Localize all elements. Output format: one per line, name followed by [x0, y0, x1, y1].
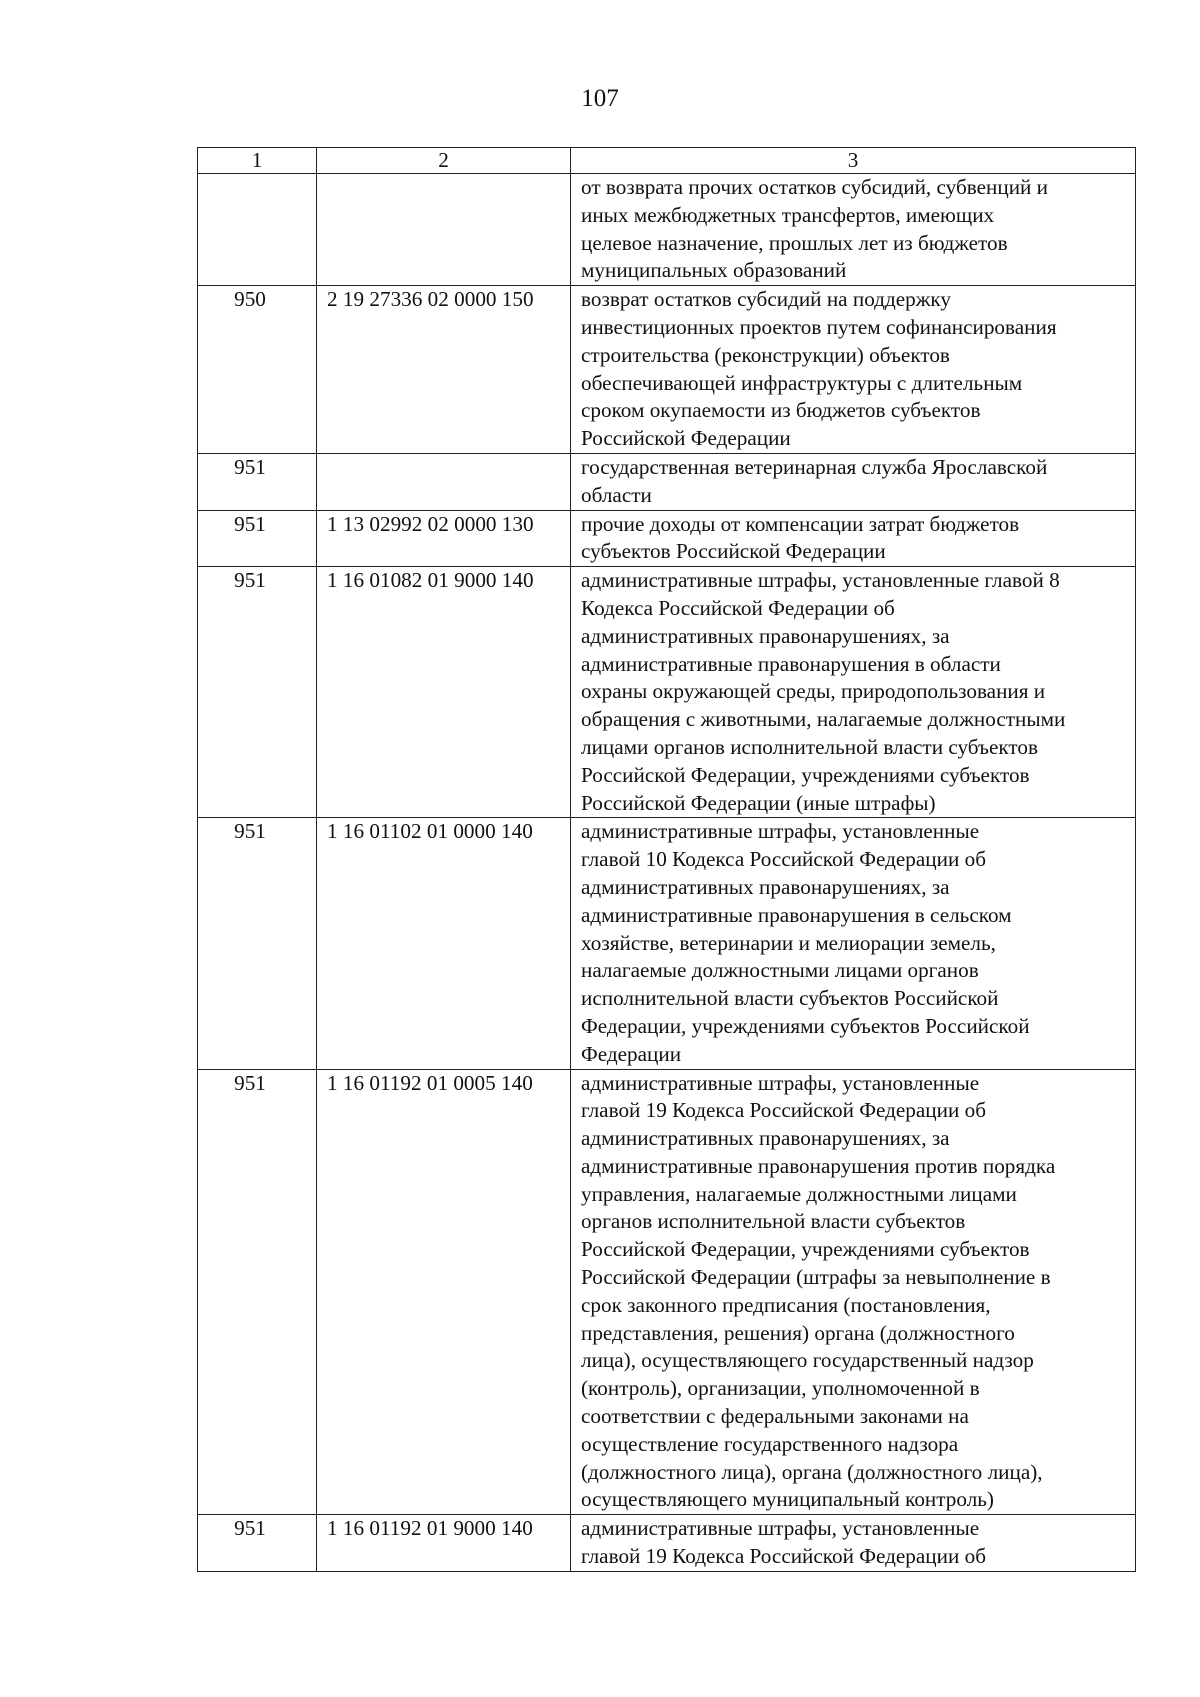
description-line: административные правонарушения в области: [581, 651, 1001, 676]
column-header-1: 1: [198, 148, 317, 174]
description-line: лицами органов исполнительной власти субъектов: [581, 734, 1038, 759]
income-code-cell: [317, 174, 571, 286]
page-number: 107: [581, 85, 619, 112]
chapter-code-cell: [198, 174, 317, 286]
description-line: инвестиционных проектов путем софинансирования: [581, 314, 1057, 339]
budget-codes-table: [197, 147, 1136, 1572]
description-line: главой 10 Кодекса Российской Федерации об: [581, 847, 986, 872]
description-line: налагаемые должностными лицами органов: [581, 958, 979, 983]
chapter-code-cell: 951: [198, 1515, 317, 1572]
description-line: субъектов Российской Федерации: [581, 539, 886, 564]
description-line: муниципальных образований: [581, 258, 847, 283]
table-row: [198, 1515, 1136, 1572]
description-line: главой 19 Кодекса Российской Федерации об: [581, 1544, 986, 1569]
description-line: административные правонарушения против порядка: [581, 1153, 1056, 1178]
description-line: управления, налагаемые должностными лицами: [581, 1181, 1017, 1206]
chapter-code-cell: 951: [198, 510, 317, 567]
income-code-cell: 1 16 01102 01 0000 140: [317, 818, 571, 1069]
description-line: прочие доходы от компенсации затрат бюджетов: [581, 511, 1020, 536]
description-cell: [571, 1515, 1136, 1572]
description-cell: [571, 286, 1136, 454]
description-line: административные штрафы, установленные главой 8: [581, 568, 1060, 593]
table-row: [198, 567, 1136, 818]
table-row: [198, 818, 1136, 1069]
description-cell: [571, 510, 1136, 567]
description-line: осуществляющего муниципальный контроль): [581, 1487, 994, 1512]
description-line: области: [581, 482, 652, 507]
description-line: Федерации: [581, 1041, 682, 1066]
description-line: соответствии с федеральными законами на: [581, 1404, 969, 1429]
table-row: [198, 453, 1136, 510]
income-code-cell: 1 16 01192 01 9000 140: [317, 1515, 571, 1572]
description-line: главой 19 Кодекса Российской Федерации об: [581, 1098, 986, 1123]
description-cell: [571, 1069, 1136, 1515]
description-line: строительства (реконструкции) объектов: [581, 342, 950, 367]
description-line: административные правонарушения в сельском: [581, 902, 1012, 927]
chapter-code-cell: 951: [198, 1069, 317, 1515]
description-line: Российской Федерации, учреждениями субъектов: [581, 1237, 1030, 1262]
description-line: государственная ветеринарная служба Ярославской: [581, 454, 1048, 479]
description-cell: [571, 453, 1136, 510]
description-line: Российской Федерации, учреждениями субъектов: [581, 762, 1030, 787]
description-line: осуществление государственного надзора: [581, 1431, 959, 1456]
column-header-3: 3: [571, 148, 1136, 174]
chapter-code-cell: 951: [198, 567, 317, 818]
table-row: [198, 510, 1136, 567]
description-line: обращения с животными, налагаемые должностными: [581, 707, 1066, 732]
description-line: административных правонарушениях, за: [581, 623, 950, 648]
description-line: административные штрафы, установленные: [581, 1070, 980, 1095]
income-code-cell: 1 16 01082 01 9000 140: [317, 567, 571, 818]
description-cell: [571, 818, 1136, 1069]
description-line: (контроль), организации, уполномоченной в: [581, 1376, 980, 1401]
description-line: охраны окружающей среды, природопользования и: [581, 679, 1046, 704]
description-line: хозяйстве, ветеринарии и мелиорации земель,: [581, 930, 996, 955]
description-line: Российской Федерации: [581, 426, 791, 451]
description-line: лица), осуществляющего государственный надзор: [581, 1348, 1034, 1373]
income-code-cell: [317, 453, 571, 510]
table-row: [198, 1069, 1136, 1515]
description-line: административных правонарушениях, за: [581, 874, 950, 899]
table-row: [198, 286, 1136, 454]
description-line: сроком окупаемости из бюджетов субъектов: [581, 398, 981, 423]
description-line: Российской Федерации (иные штрафы): [581, 790, 936, 815]
description-line: административных правонарушениях, за: [581, 1126, 950, 1151]
chapter-code-cell: 951: [198, 818, 317, 1069]
description-line: Российской Федерации (штрафы за невыполнение в: [581, 1265, 1051, 1290]
description-cell: [571, 567, 1136, 818]
description-line: целевое назначение, прошлых лет из бюджетов: [581, 230, 1008, 255]
description-line: Федерации, учреждениями субъектов Российской: [581, 1013, 1030, 1038]
chapter-code-cell: 950: [198, 286, 317, 454]
description-line: административные штрафы, установленные: [581, 819, 980, 844]
income-code-cell: 1 16 01192 01 0005 140: [317, 1069, 571, 1515]
income-code-cell: 2 19 27336 02 0000 150: [317, 286, 571, 454]
description-line: исполнительной власти субъектов Российской: [581, 986, 999, 1011]
table-row: [198, 174, 1136, 286]
description-line: от возврата прочих остатков субсидий, субвенций и: [581, 175, 1049, 199]
description-line: административные штрафы, установленные: [581, 1516, 980, 1541]
income-code-cell: 1 13 02992 02 0000 130: [317, 510, 571, 567]
description-line: Кодекса Российской Федерации об: [581, 595, 895, 620]
description-line: возврат остатков субсидий на поддержку: [581, 287, 951, 312]
description-line: (должностного лица), органа (должностного лица),: [581, 1459, 1043, 1484]
chapter-code-cell: 951: [198, 453, 317, 510]
description-line: представления, решения) органа (должностного: [581, 1320, 1015, 1345]
table-header-row: [198, 148, 1136, 174]
column-header-2: 2: [317, 148, 571, 174]
description-line: обеспечивающей инфраструктуры с длительным: [581, 370, 1023, 395]
description-cell: [571, 174, 1136, 286]
description-line: срок законного предписания (постановления,: [581, 1292, 991, 1317]
description-line: иных межбюджетных трансфертов, имеющих: [581, 202, 995, 227]
description-line: органов исполнительной власти субъектов: [581, 1209, 966, 1234]
